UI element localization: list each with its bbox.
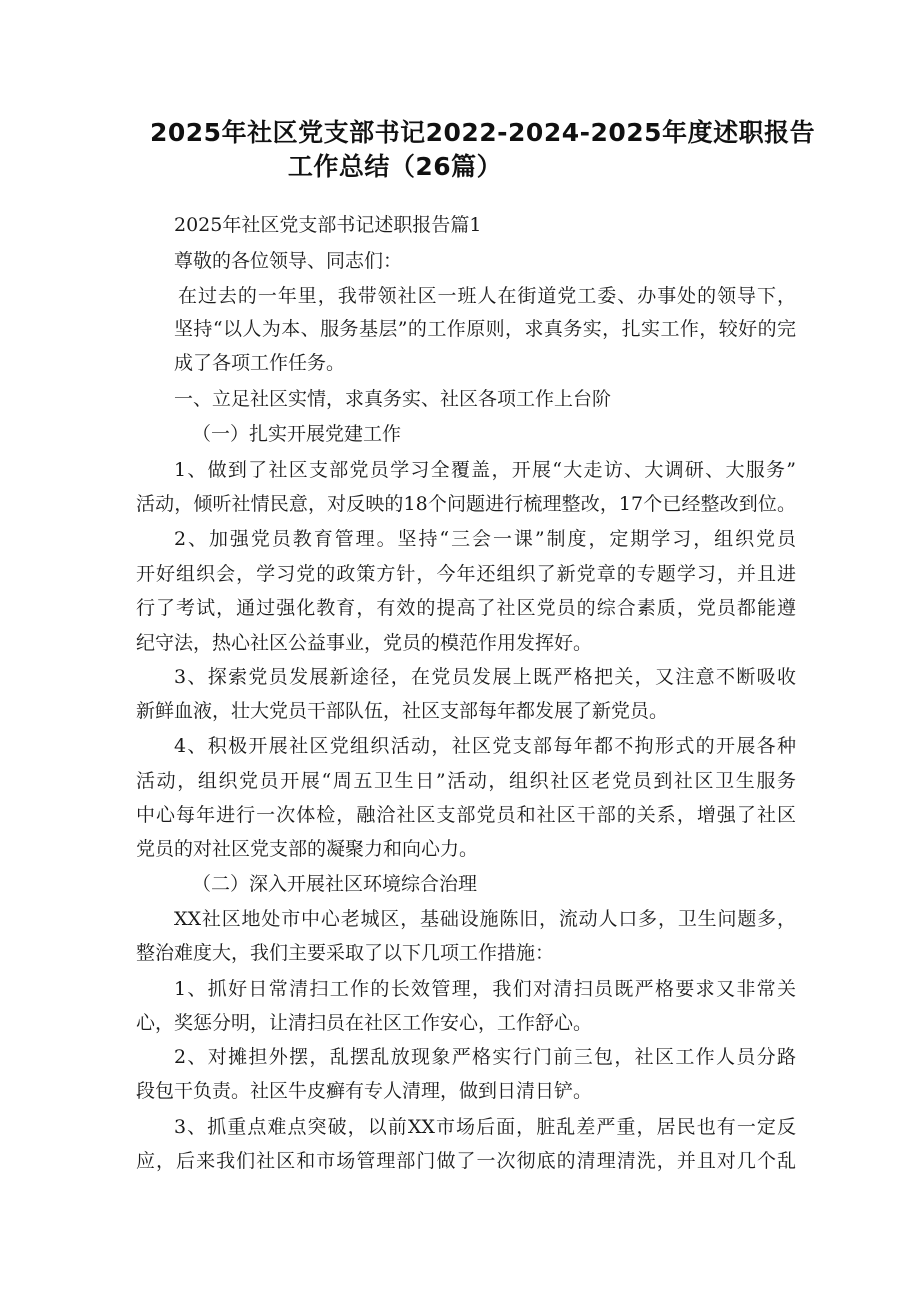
body-line: 整治难度大，我们主要采取了以下几项工作措施： — [136, 942, 555, 964]
body-line: 应，后来我们社区和市场管理部门做了一次彻底的清理清洗，并且对几个乱 — [136, 1150, 796, 1172]
body-line: 一、立足社区实情，求真务实、社区各项工作上台阶 — [174, 388, 612, 410]
body-line: 1、抓好日常清扫工作的长效管理，我们对清扫员既严格要求又非常关 — [174, 978, 796, 1000]
body-line: （二）深入开展社区环境综合治理 — [192, 873, 478, 895]
body-line: 行了考试，通过强化教育，有效的提高了社区党员的综合素质，党员都能遵 — [136, 597, 796, 619]
body-line: XX社区地处市中心老城区，基础设施陈旧，流动人口多，卫生问题多， — [174, 908, 796, 930]
body-line: （一）扎实开展党建工作 — [192, 423, 402, 445]
body-line: 活动，组织党员开展“周五卫生日”活动，组织社区老党员到社区卫生服务 — [136, 770, 796, 792]
body-line: 新鲜血液，壮大党员干部队伍，社区支部每年都发展了新党员。 — [136, 700, 669, 722]
body-line: 党员的对社区党支部的凝聚力和向心力。 — [136, 838, 479, 860]
body-line: 1、做到了社区支部党员学习全覆盖，开展“大走访、大调研、大服务” — [174, 459, 796, 481]
body-line: 在过去的一年里，我带领社区一班人在街道党工委、办事处的领导下， — [178, 285, 796, 307]
body-line: 尊敬的各位领导、同志们： — [174, 250, 403, 272]
body-line: 2、加强党员教育管理。坚持“三会一课”制度，定期学习，组织党员 — [174, 528, 796, 550]
body-line: 坚持“以人为本、服务基层”的工作原则，求真务实，扎实工作，较好的完 — [174, 318, 796, 340]
body-line: 开好组织会，学习党的政策方针，今年还组织了新党章的专题学习，并且进 — [136, 563, 796, 585]
document-title-line-1: 2025年社区党支部书记2022-2024-2025年度述职报告 — [150, 118, 816, 147]
body-line: 段包干负责。社区牛皮癣有专人清理，做到日清日铲。 — [136, 1080, 593, 1102]
body-line: 活动，倾听社情民意，对反映的18个问题进行梳理整改，17个已经整改到位。 — [136, 493, 796, 515]
body-line: 3、抓重点难点突破，以前XX市场后面，脏乱差严重，居民也有一定反 — [174, 1116, 796, 1138]
body-line: 成了各项工作任务。 — [174, 352, 346, 374]
body-line: 2025年社区党支部书记述职报告篇1 — [174, 214, 482, 236]
document-title-line-2: 工作总结（26篇） — [287, 152, 503, 181]
body-line: 纪守法，热心社区公益事业，党员的模范作用发挥好。 — [136, 632, 593, 654]
body-line: 3、探索党员发展新途径，在党员发展上既严格把关，又注意不断吸收 — [174, 666, 796, 688]
body-line: 2、对摊担外摆，乱摆乱放现象严格实行门前三包，社区工作人员分路 — [174, 1046, 796, 1068]
body-line: 中心每年进行一次体检，融洽社区支部党员和社区干部的关系，增强了社区 — [136, 804, 796, 826]
body-line: 4、积极开展社区党组织活动，社区党支部每年都不拘形式的开展各种 — [174, 735, 796, 757]
body-line: 心，奖惩分明，让清扫员在社区工作安心，工作舒心。 — [136, 1012, 593, 1034]
